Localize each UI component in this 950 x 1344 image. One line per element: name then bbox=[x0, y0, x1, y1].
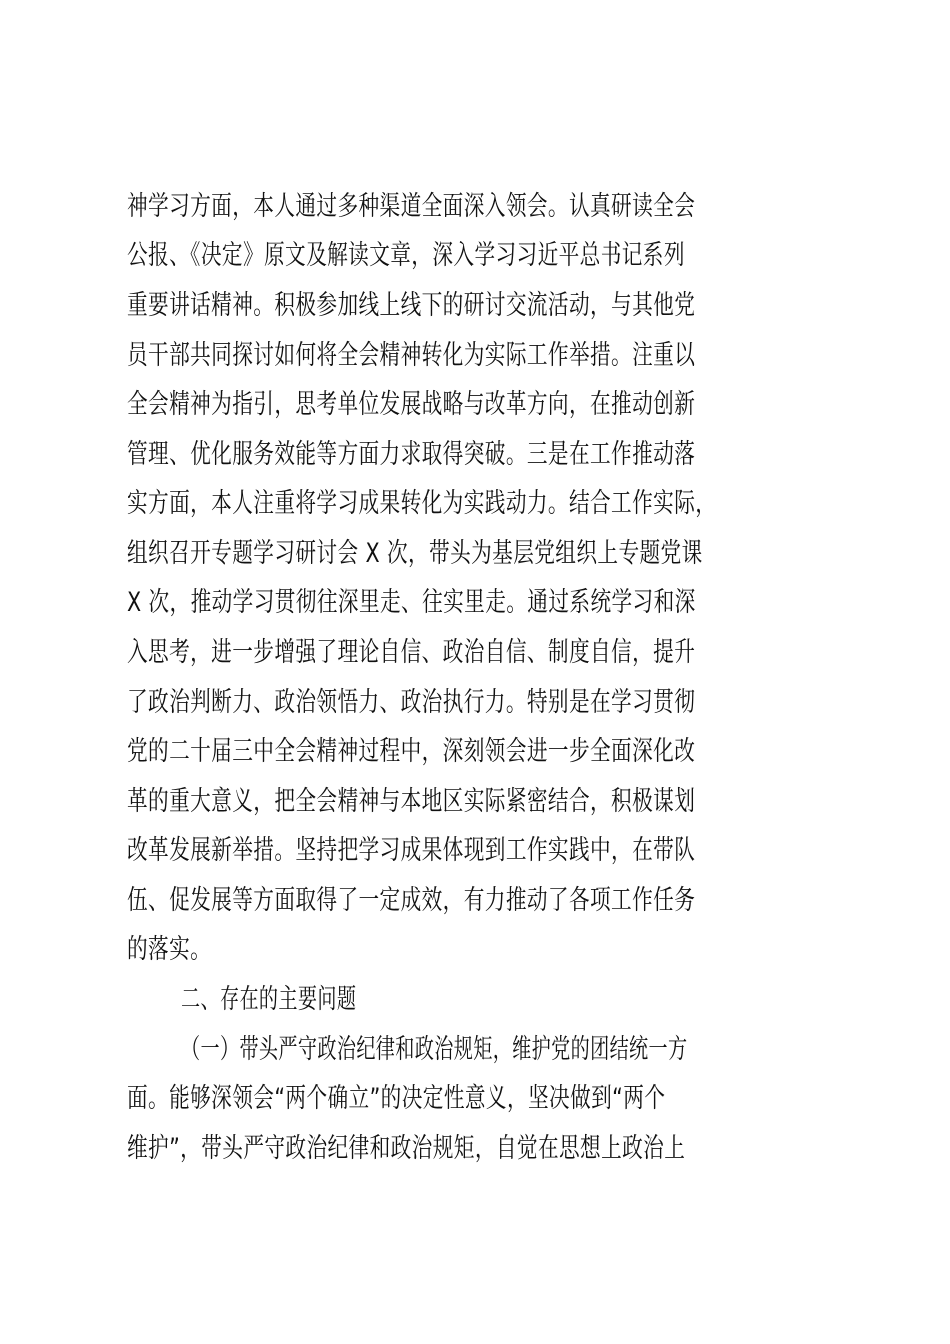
body-line-15: 伍、促发展等方面取得了一定成效，有力推动了各项工作任务 bbox=[127, 885, 696, 916]
body-line-17: 面。能够深领会“两个确立”的决定性意义，坚决做到“两个 bbox=[127, 1083, 666, 1114]
body-line-7: 实方面，本人注重将学习成果转化为实践动力。结合工作实际， bbox=[127, 488, 717, 519]
section-heading: 二、存在的主要问题 bbox=[181, 984, 357, 1015]
body-line-8: 组织召开专题学习研讨会 X 次，带头为基层党组织上专题党课 bbox=[127, 538, 703, 569]
body-line-6: 管理、优化服务效能等方面力求取得突破。三是在工作推动落 bbox=[127, 439, 696, 470]
body-line-5: 全会精神为指引，思考单位发展战略与改革方向，在推动创新 bbox=[127, 389, 696, 420]
subsection-heading: （一）带头严守政治纪律和政治规矩，维护党的团结统一方 bbox=[181, 1034, 688, 1065]
body-line-13: 革的重大意义，把全会精神与本地区实际紧密结合，积极谋划 bbox=[127, 786, 696, 817]
body-line-12: 党的二十届三中全会精神过程中，深刻领会进一步全面深化改 bbox=[127, 736, 696, 767]
body-line-1: 神学习方面，本人通过多种渠道全面深入领会。认真研读全会 bbox=[127, 191, 696, 222]
body-line-14: 改革发展新举措。坚持把学习成果体现到工作实践中，在带队 bbox=[127, 835, 696, 866]
body-line-2: 公报、《决定》原文及解读文章，深入学习习近平总书记系列 bbox=[127, 240, 685, 271]
body-line-18: 维护”，带头严守政治纪律和政治规矩，自觉在思想上政治上 bbox=[127, 1133, 686, 1164]
body-line-3: 重要讲话精神。积极参加线上线下的研讨交流活动，与其他党 bbox=[127, 290, 696, 321]
body-line-4: 员干部共同探讨如何将全会精神转化为实际工作举措。注重以 bbox=[127, 340, 696, 371]
body-line-10: 入思考，进一步增强了理论自信、政治自信、制度自信，提升 bbox=[127, 637, 696, 668]
body-line-11: 了政治判断力、政治领悟力、政治执行力。特别是在学习贯彻 bbox=[127, 687, 696, 718]
body-line-9: X 次，推动学习贯彻往深里走、往实里走。通过系统学习和深 bbox=[127, 587, 696, 618]
body-line-16: 的落实。 bbox=[127, 934, 212, 965]
